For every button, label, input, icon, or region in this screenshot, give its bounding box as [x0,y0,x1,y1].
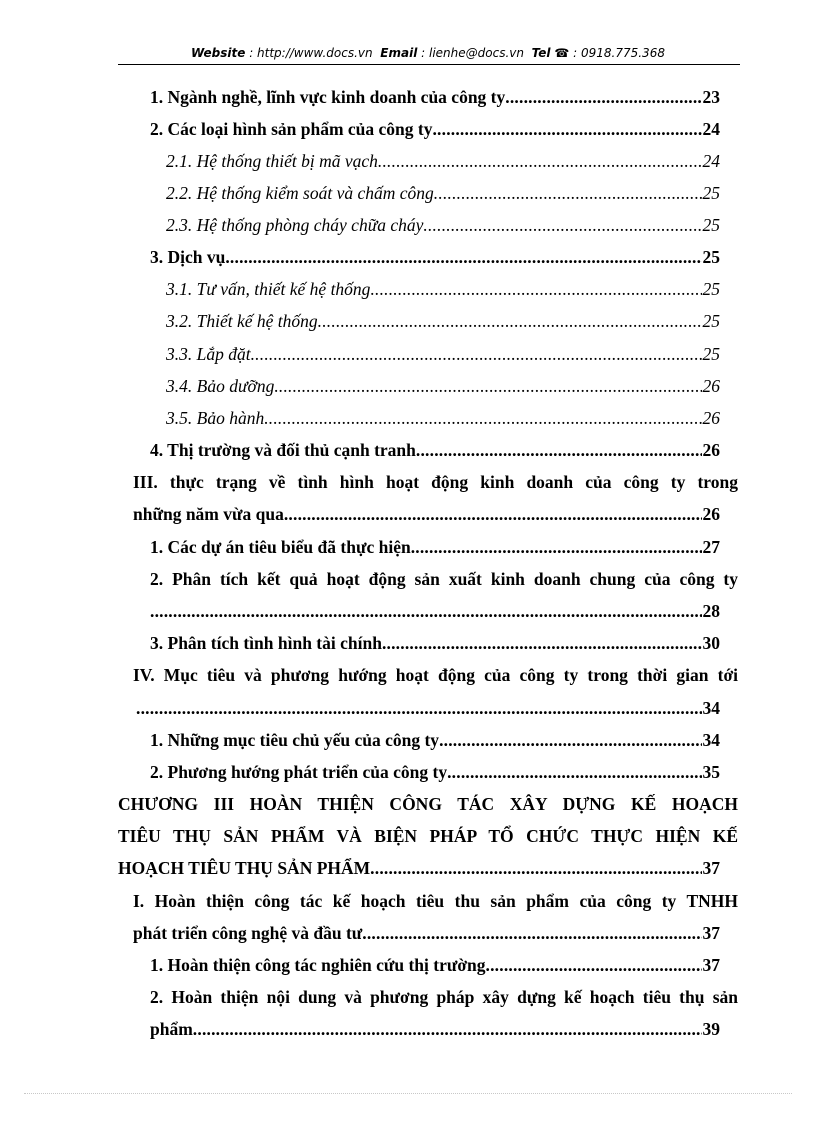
toc-entry[interactable] [150,246,720,268]
toc-entry-title: 3.4. Bảo dưỡng [166,376,275,396]
toc-entry-line[interactable] [150,568,738,590]
toc-entry-title: phát triển công nghệ và đầu tư [133,923,363,943]
toc-entry[interactable] [166,343,720,365]
toc-entry-title: những năm vừa qua [133,504,284,524]
chapter-heading-line[interactable] [118,793,738,815]
toc-entry[interactable] [133,503,720,525]
email-label: Email [380,46,418,60]
toc-entry[interactable] [150,118,720,140]
toc-entry-title: HOẠCH TIÊU THỤ SẢN PHẨM [118,858,371,878]
toc-entry-page: 30 [702,633,720,653]
toc-leader [193,1018,702,1040]
toc-entry-title: 1. Những mục tiêu chủ yếu của công ty [150,730,440,750]
toc-entry-title: 3. Dịch vụ [150,247,226,267]
toc-entry-title: 3.1. Tư vấn, thiết kế hệ thống [166,279,371,299]
toc-entry-page: 39 [702,1019,720,1039]
toc-entry[interactable] [150,761,720,783]
toc-leader [434,182,702,204]
toc-entry[interactable] [150,600,720,622]
toc-leader [284,503,702,525]
toc-entry-page: 25 [702,311,720,331]
toc-entry-page: 26 [702,440,720,460]
toc-entry[interactable] [166,214,720,236]
toc-leader [136,697,702,719]
toc-entry-line[interactable] [133,471,738,493]
toc-entry-page: 34 [702,698,720,718]
toc-entry[interactable] [150,536,720,558]
toc-entry-title: phẩm [150,1019,193,1039]
toc-entry[interactable] [150,954,720,976]
toc-entry-title: 1. Các dự án tiêu biểu đã thực hiện [150,537,411,557]
toc-entry[interactable] [150,86,720,108]
toc-entry-title: 2. Phương hướng phát triển của công ty [150,762,448,782]
toc-entry-page: 27 [702,537,720,557]
toc-leader [486,954,702,976]
toc-entry-page: 25 [702,344,720,364]
toc-leader [411,536,702,558]
toc-entry-page: 37 [702,923,720,943]
toc-entry-line[interactable] [133,664,738,686]
chapter-heading-line1: CHƯƠNG III HOÀN THIỆN CÔNG TÁC XÂY DỰNG KẾ HOẠCH [118,794,738,814]
toc-entry[interactable] [118,857,720,879]
toc-leader [225,246,701,268]
toc-entry-page: 34 [702,730,720,750]
toc-leader [432,118,701,140]
toc-entry-title-line1: IV. Mục tiêu và phương hướng hoạt động của công ty trong thời gian tới [133,665,738,685]
page-header [118,46,738,60]
toc-leader [251,343,702,365]
toc-leader [264,407,701,429]
toc-entry-title: 2.1. Hệ thống thiết bị mã vạch [166,151,378,171]
toc-leader [382,632,702,654]
toc-entry[interactable] [166,278,720,300]
toc-entry-page: 35 [702,762,720,782]
email-value[interactable]: : lienhe@docs.vn [421,46,524,60]
toc-leader [370,278,701,300]
tel-label: Tel [531,46,551,60]
toc-leader [274,375,701,397]
toc-leader [423,214,701,236]
toc-entry-title: 1. Ngành nghề, lĩnh vực kinh doanh của công ty [150,87,506,107]
toc-leader [362,922,701,944]
toc-leader [378,150,702,172]
toc-entry[interactable] [166,150,720,172]
chapter-heading-line[interactable] [118,825,738,847]
website-url[interactable]: : http://www.docs.vn [249,46,373,60]
toc-entry-line[interactable] [133,890,738,912]
toc-entry-title: 2. Các loại hình sản phẩm của công ty [150,119,433,139]
toc-entry[interactable] [150,632,720,654]
toc-entry[interactable] [166,375,720,397]
toc-leader [447,761,701,783]
toc-leader [505,86,701,108]
toc-entry-page: 25 [702,215,720,235]
toc-entry[interactable] [133,922,720,944]
toc-entry[interactable] [150,729,720,751]
toc-entry-title: 2.2. Hệ thống kiểm soát và chấm công [166,183,434,203]
toc-entry-title-line1: I. Hoàn thiện công tác kế hoạch tiêu thu sản phẩm của công ty TNHH [133,891,738,911]
toc-entry-title: 3.2. Thiết kế hệ thống [166,311,318,331]
toc-entry-page: 23 [702,87,720,107]
toc-entry-title: 3.3. Lắp đặt [166,344,251,364]
toc-entry[interactable] [166,182,720,204]
website-label: Website [191,46,246,60]
toc-entry-page: 26 [702,504,720,524]
footer-divider [24,1093,792,1094]
toc-entry-title: 4. Thị trường và đối thủ cạnh tranh [150,440,416,460]
toc-leader [370,857,701,879]
chapter-heading-line2: TIÊU THỤ SẢN PHẨM VÀ BIỆN PHÁP TỔ CHỨC THỰC HIỆN KẾ [118,826,738,846]
toc-entry[interactable] [136,697,720,719]
toc-entry-page: 25 [702,183,720,203]
tel-value: : 0918.775.368 [573,46,665,60]
toc-entry-page: 25 [702,279,720,299]
toc-entry-title: 3. Phân tích tình hình tài chính [150,633,382,653]
toc-entry[interactable] [166,310,720,332]
toc-entry-title: 3.5. Bảo hành [166,408,265,428]
toc-entry-title-line1: III. thực trạng về tình hình hoạt động kinh doanh của công ty trong [133,472,738,492]
toc-entry[interactable] [150,1018,720,1040]
phone-icon: ☎ [554,46,570,60]
toc-entry-page: 25 [702,247,720,267]
toc-entry-title-line1: 2. Hoàn thiện nội dung và phương pháp xây dựng kế hoạch tiêu thụ sản [150,987,738,1007]
header-divider [118,64,740,65]
toc-entry-title: 2.3. Hệ thống phòng cháy chữa cháy [166,215,424,235]
toc-leader [150,600,702,622]
toc-entry-title: 1. Hoàn thiện công tác nghiên cứu thị trường [150,955,486,975]
toc-entry-page: 37 [702,955,720,975]
toc-entry-line[interactable] [150,986,738,1008]
toc-leader [318,310,702,332]
toc-entry-page: 28 [702,601,720,621]
toc-leader [416,439,702,461]
toc-entry[interactable] [166,407,720,429]
toc-entry[interactable] [150,439,720,461]
toc-entry-page: 26 [702,408,720,428]
toc-entry-page: 37 [702,858,720,878]
toc-entry-page: 24 [702,119,720,139]
toc-entry-page: 24 [702,151,720,171]
toc-leader [439,729,701,751]
toc-entry-title-line1: 2. Phân tích kết quả hoạt động sản xuất kinh doanh chung của công ty [150,569,738,589]
toc-entry-page: 26 [702,376,720,396]
